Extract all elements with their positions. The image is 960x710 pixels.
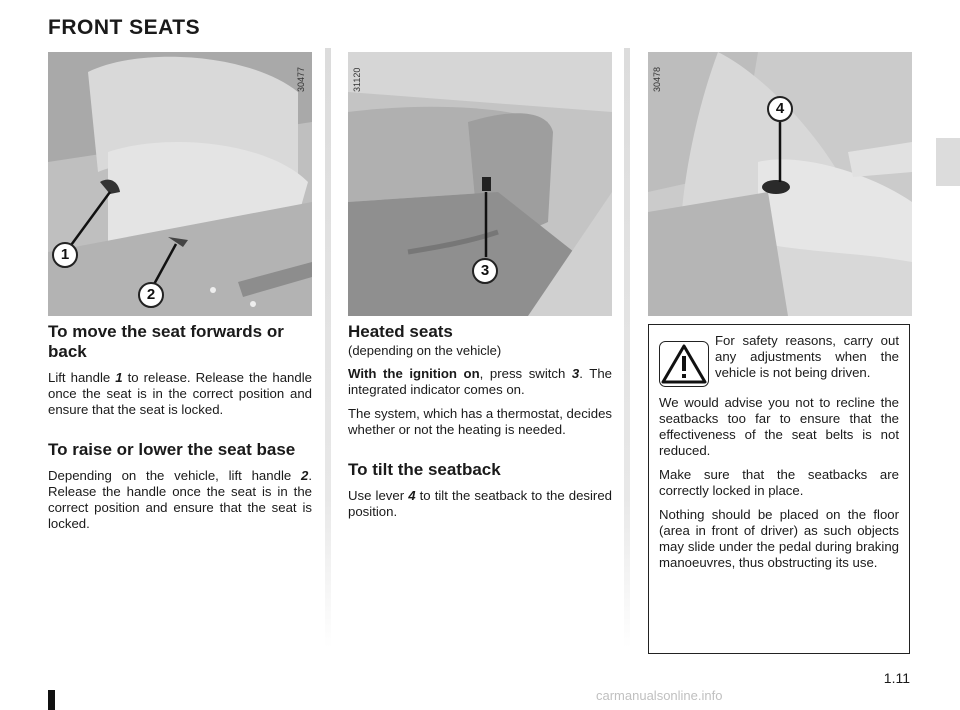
paragraph-move-seat: Lift handle 1 to release. Release the handle once the seat is in the correct position and ensure that the seat is locked.: [48, 370, 312, 417]
subtitle-vehicle: (depending on the vehicle): [348, 343, 502, 358]
warning-header: [659, 333, 899, 387]
warning-locked: Make sure that the seatbacks are correctly locked in place.: [659, 467, 899, 498]
warning-recline: We would advise you not to recline the seatbacks too far to ensure that the effectiveness of the seat belts is not reduced.: [659, 395, 899, 458]
callout-4: 4: [767, 96, 793, 122]
photo-code: 31120: [352, 67, 362, 92]
paragraph-raise-seat: Depending on the vehicle, lift handle 2. Release the handle once the seat is in the correct position and ensure that the seat is locked.: [48, 468, 312, 531]
heading-raise-seat: To raise or lower the seat base: [48, 440, 296, 459]
section-tab: [936, 138, 960, 186]
photo-code: 30478: [652, 66, 662, 92]
paragraph-ignition: With the ignition on, press switch 3. The integrated indicator comes on.: [348, 366, 612, 397]
column-divider-right: [624, 48, 630, 648]
warning-intro: For safety reasons, carry out any adjustments when the vehicle is not being driven.: [715, 333, 899, 380]
page-corner-mark: [48, 690, 55, 710]
seatback-lever-photo: [648, 52, 912, 316]
warning-floor: Nothing should be placed on the floor (area in front of driver) as such objects may slide under the pedal during braking manoeuvres, thus obstructing its use.: [659, 507, 899, 570]
page-title: FRONT SEATS: [48, 16, 201, 39]
seat-adjust-illustration: [48, 52, 312, 316]
photo-code: 30477: [296, 66, 306, 92]
callout-2: 2: [138, 282, 164, 308]
seat-adjust-photo: [48, 52, 312, 316]
heading-tilt-seatback: To tilt the seatback: [348, 460, 501, 479]
page-number: 1.11: [883, 670, 910, 686]
callout-3: 3: [472, 258, 498, 284]
seatback-lever-illustration: [648, 52, 912, 316]
watermark: carmanualsonline.info: [596, 688, 723, 703]
paragraph-thermostat: The system, which has a thermostat, decides whether or not the heating is needed.: [348, 406, 612, 437]
column-seat-position: [48, 322, 312, 532]
warning-triangle-icon: [659, 341, 709, 387]
column-heated-seats: [348, 322, 612, 520]
heading-move-seat: To move the seat forwards or back: [48, 322, 284, 361]
heading-heated-seats: Heated seats: [348, 322, 453, 341]
safety-warning-box: [648, 324, 910, 654]
column-divider-left: [325, 48, 331, 648]
paragraph-tilt: Use lever 4 to tilt the seatback to the desired position.: [348, 488, 612, 519]
heated-seat-photo: [348, 52, 612, 316]
callout-1: 1: [52, 242, 78, 268]
